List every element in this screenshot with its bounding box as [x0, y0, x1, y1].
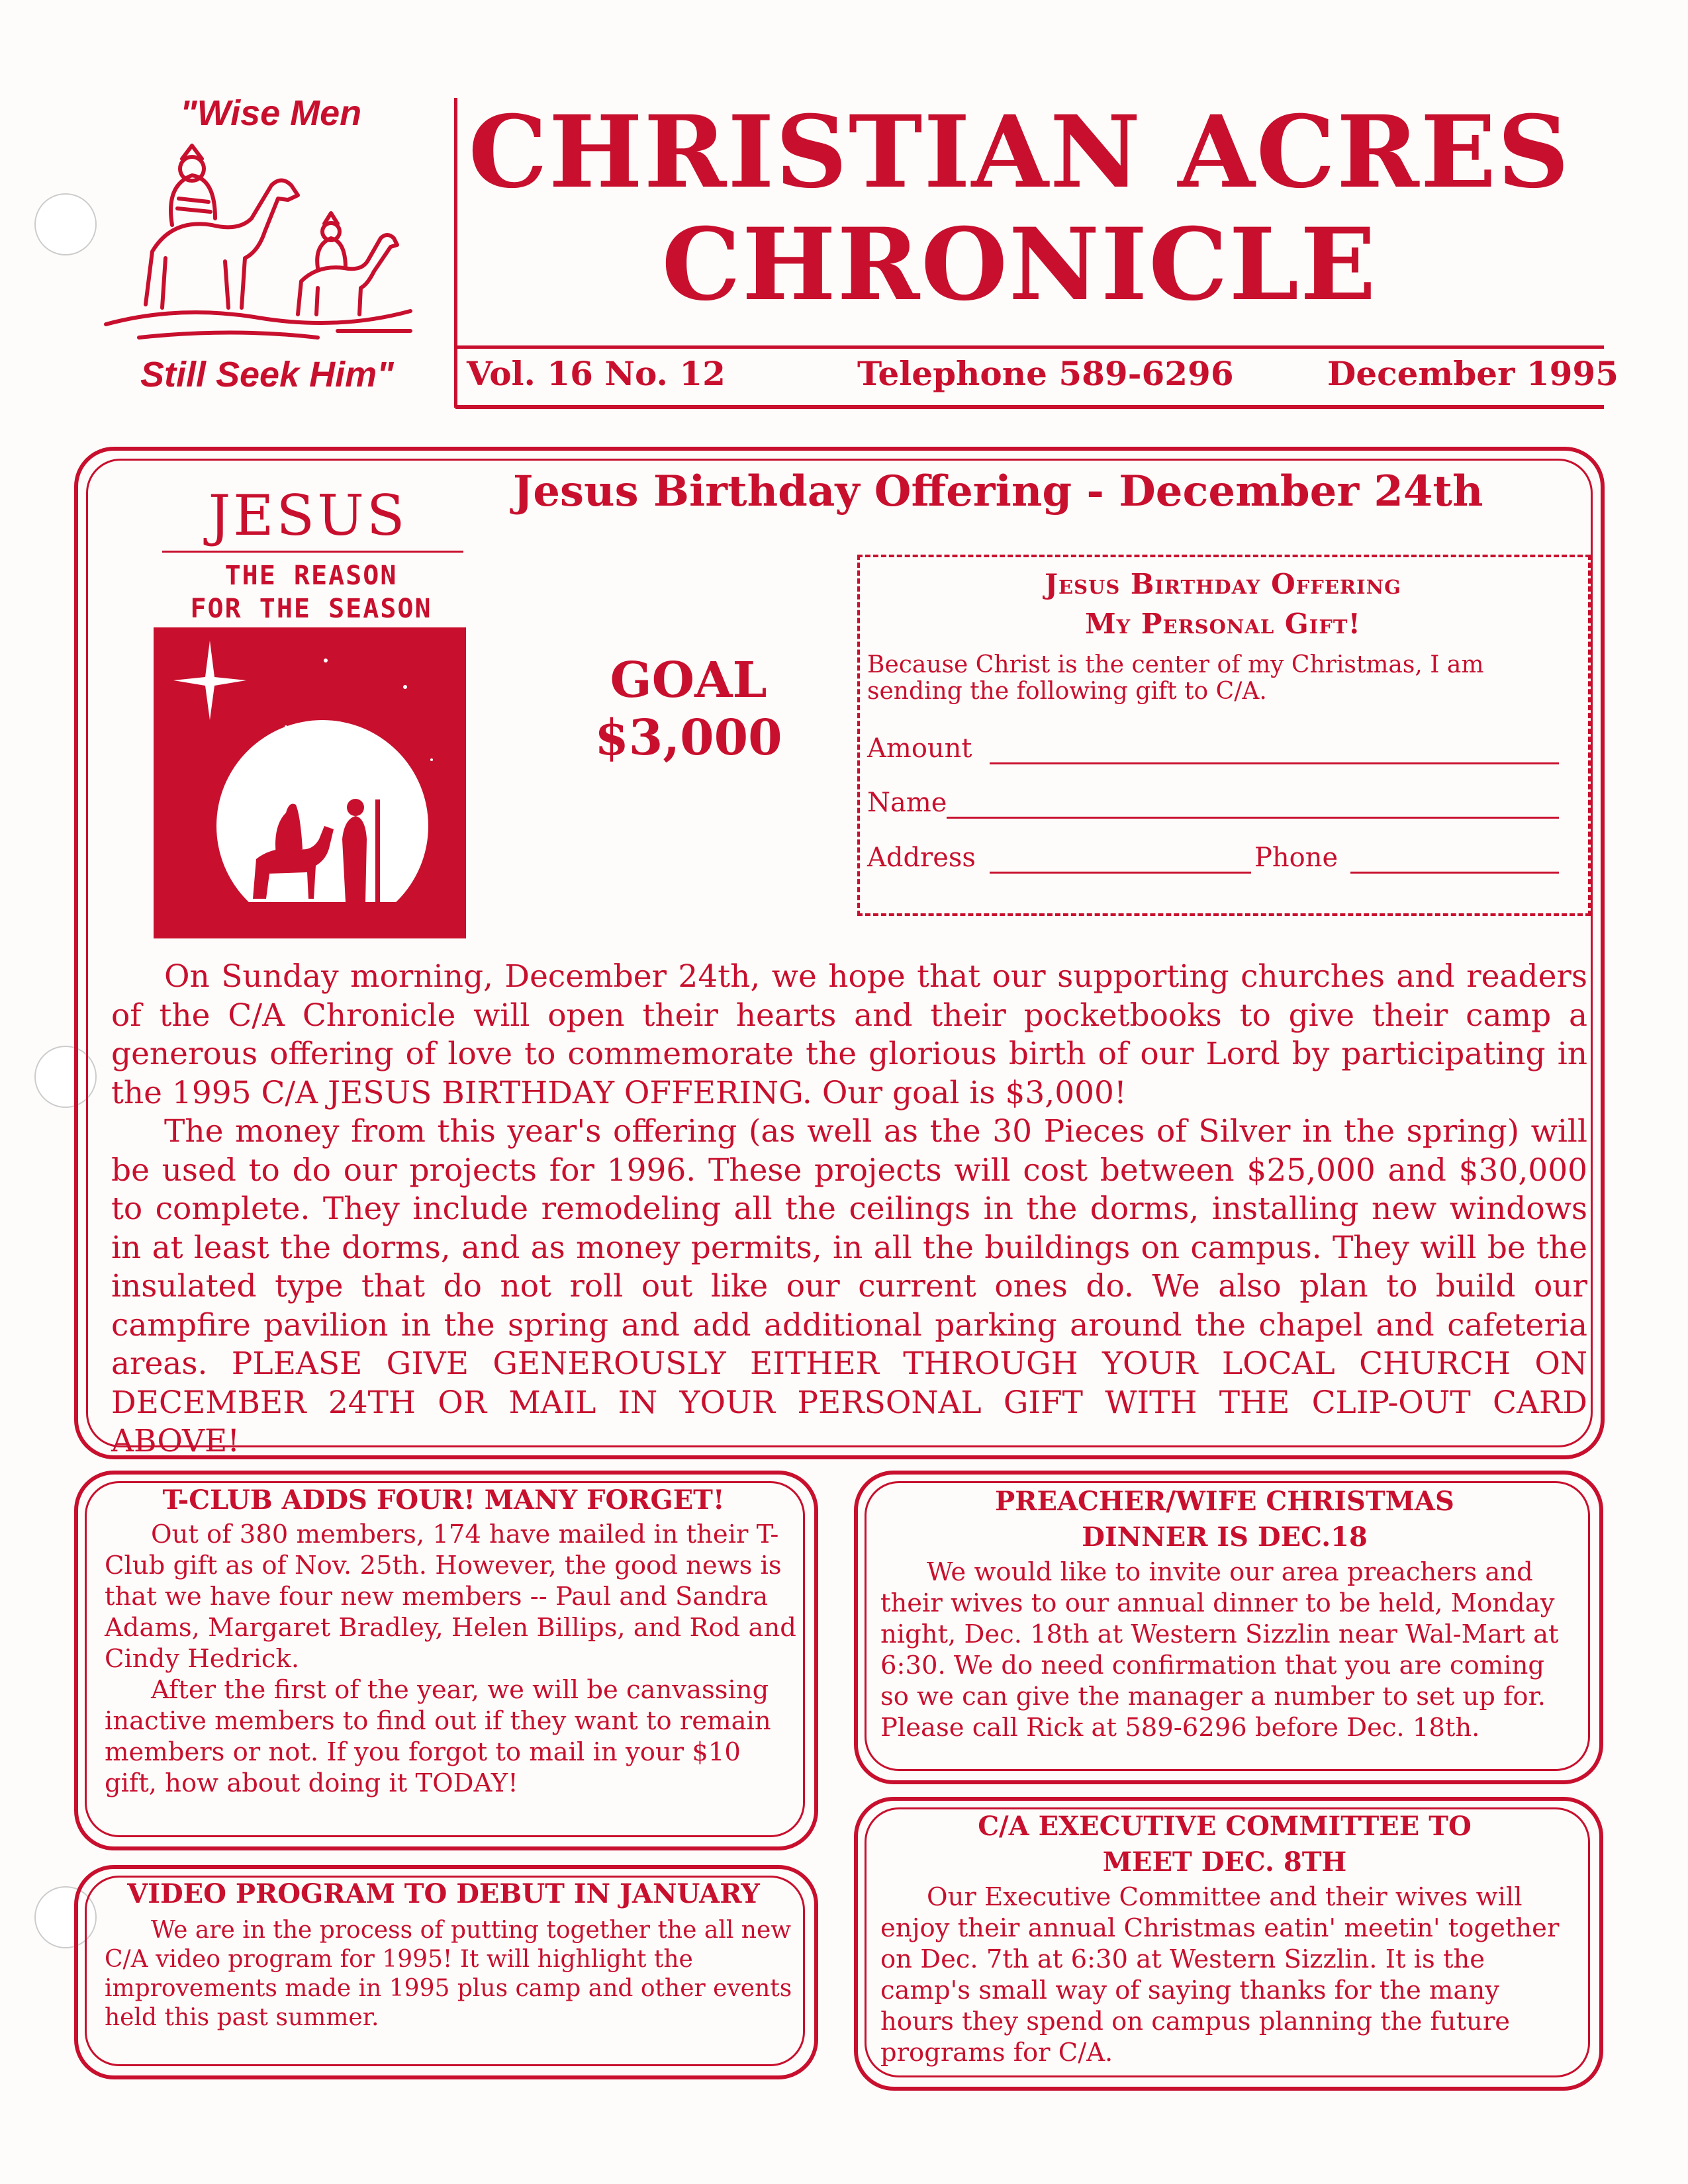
coupon-phone-label: Phone — [1254, 842, 1338, 873]
tclub-body — [105, 1519, 796, 1799]
video-paragraph: We are in the process of putting together the all new C/A video program for 1995! It will highlight the improvements made in 1995 plus camp and other events held this past summer. — [105, 1917, 792, 2031]
video-headline: VIDEO PROGRAM TO DEBUT IN JANUARY — [127, 1878, 760, 1909]
main-story-paragraph-2: The money from this year's offering (as well as the 30 Pieces of Silver in the spring) will be used to do our projects for 1996. These projects will cost between $25,000 and $30,000 to complete. They include remodeling all the ceilings in the dorms, installing new windows in at least the dorms, and as money permits, in all the buildings on campus. They will be the insulated type that do not roll out like our current ones do. We also plan to build our campfire pavilion in the spring and add additional parking around the chapel and cafeteria areas. PLEASE GIVE GENEROUSLY EITHER THROUGH YOUR LOCAL CHURCH ON DECEMBER 24TH OR MAIL IN YOUR PERSONAL GIFT WITH THE CLIP-OUT CARD ABOVE! — [111, 1113, 1587, 1459]
jesus-graphic-caption-2: FOR THE SEASON — [190, 594, 432, 624]
punch-hole-top — [34, 193, 97, 255]
coupon-amount-label: Amount — [867, 733, 972, 764]
motto-bottom: Still Seek Him" — [140, 355, 394, 394]
coupon-title-2: My Personal Gift! — [1085, 608, 1361, 640]
executive-body — [880, 1882, 1575, 2068]
issue-date: December 1995 — [1327, 354, 1619, 393]
coupon-phone-line[interactable] — [1350, 872, 1559, 874]
tclub-headline: T-CLUB ADDS FOUR! MANY FORGET! — [162, 1484, 725, 1516]
tclub-paragraph-2: After the first of the year, we will be canvassing inactive members to find out if they want to remain members or not. If you forgot to mail in your $10 gift, how about doing it TODAY! — [105, 1675, 771, 1798]
main-story-body — [111, 958, 1587, 1461]
coupon-text: Because Christ is the center of my Christmas, I am sending the following gift to C/A. — [867, 651, 1484, 705]
coupon-address-line[interactable] — [990, 872, 1251, 874]
jesus-graphic-rule — [162, 551, 463, 553]
executive-headline-2: MEET DEC. 8TH — [1102, 1846, 1347, 1878]
coupon-name-line[interactable] — [947, 817, 1559, 819]
motto-top: "Wise Men — [180, 93, 362, 133]
wise-men-camels-illustration — [99, 139, 417, 357]
preacher-body — [880, 1557, 1575, 1743]
masthead-rule-top — [455, 345, 1604, 349]
coupon-amount-line[interactable] — [990, 762, 1559, 764]
executive-headline-1: C/A EXECUTIVE COMMITTEE TO — [978, 1811, 1472, 1842]
main-story-headline: Jesus Birthday Offering - December 24th — [513, 467, 1483, 516]
tclub-paragraph-1: Out of 380 members, 174 have mailed in their T-Club gift as of Nov. 25th. However, the good news is that we have four new members -- Paul and Sandra Adams, Margaret Bradley, Helen Billips, and Rod and Cindy Hedrick. — [105, 1520, 796, 1674]
coupon-title-1: Jesus Birthday Offering — [1045, 568, 1401, 600]
main-story-paragraph-1: On Sunday morning, December 24th, we hope that our supporting churches and readers of the C/A Chronicle will open their hearts and their pocketbooks to give their camp a generous offering of love to commemorate the glorious birth of our Lord by participating in the 1995 C/A JESUS BIRTHDAY OFFERING. Our goal is $3,000! — [111, 958, 1587, 1111]
nativity-moon-illustration — [154, 627, 466, 938]
goal-amount: $3,000 — [594, 709, 782, 766]
preacher-headline-2: DINNER IS DEC.18 — [1082, 1522, 1368, 1553]
telephone: Telephone 589-6296 — [857, 354, 1234, 393]
masthead-rule-bottom — [455, 405, 1604, 409]
preacher-paragraph: We would like to invite our area preachers and their wives to our annual dinner to be held, Monday night, Dec. 18th at Western Sizzlin near Wal-Mart at 6:30. We do need confirmation that you are coming so we can give the manager a number to set up for. Please call Rick at 589-6296 before Dec. 18th. — [880, 1557, 1559, 1743]
coupon-name-label: Name — [867, 788, 947, 818]
jesus-graphic-word: JESUS — [208, 483, 408, 548]
goal-label: GOAL — [610, 652, 767, 709]
executive-paragraph: Our Executive Committee and their wives will enjoy their annual Christmas eatin' meetin' together on Dec. 7th at 6:30 at Western Sizzlin. It is the camp's small way of saying thanks for the many hours they spend on campus planning the future programs for C/A. — [880, 1882, 1560, 2068]
volume-number: Vol. 16 No. 12 — [467, 354, 726, 393]
preacher-headline-1: PREACHER/WIFE CHRISTMAS — [995, 1486, 1454, 1517]
jesus-graphic-caption-1: THE REASON — [224, 561, 398, 591]
coupon-address-label: Address — [867, 842, 976, 873]
video-body — [105, 1916, 796, 2032]
newsletter-title-line1: CHRISTIAN ACRES — [468, 94, 1571, 210]
newsletter-title-line2: CHRONICLE — [661, 206, 1378, 323]
